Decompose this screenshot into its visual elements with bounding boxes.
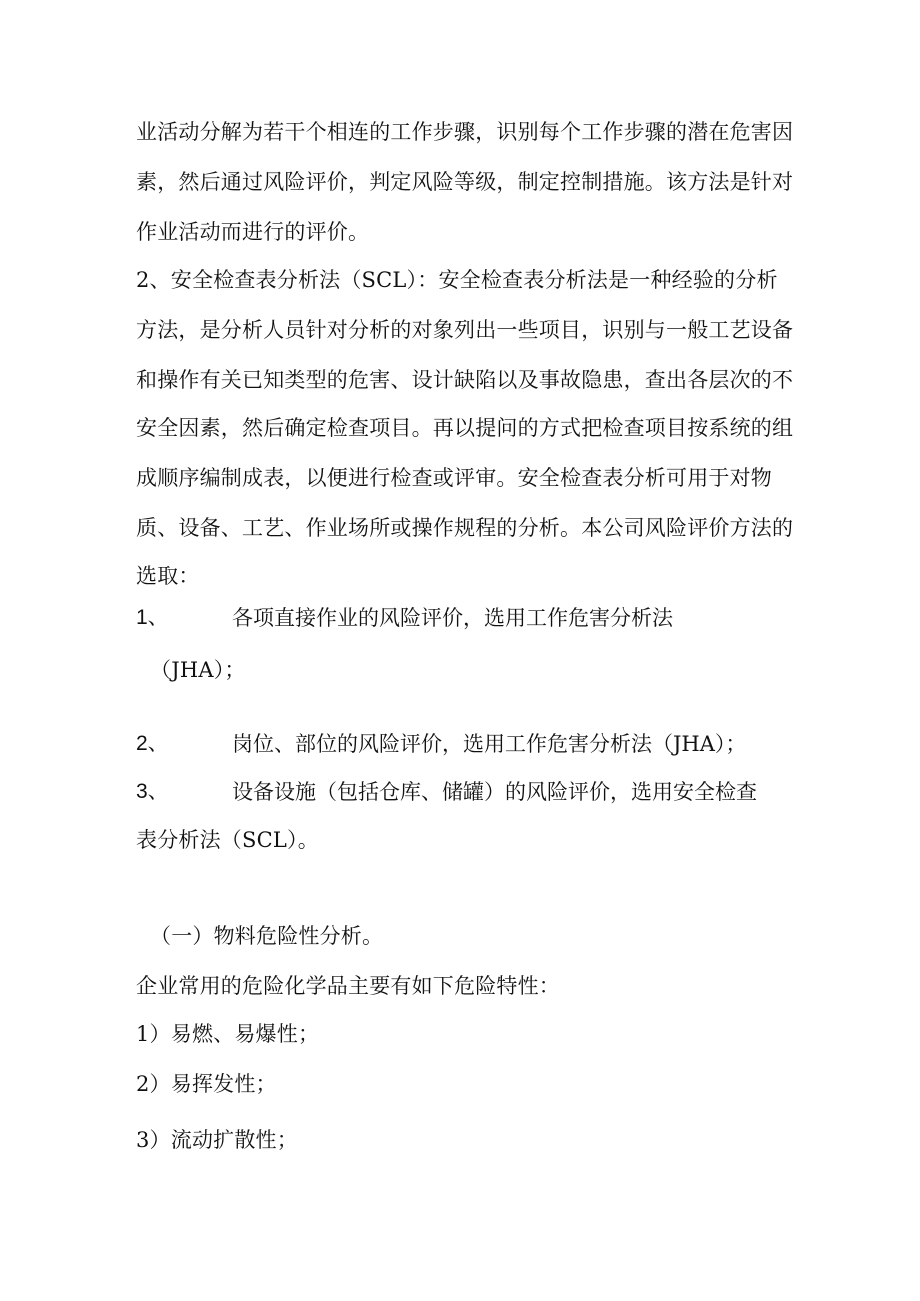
selection-item-2-number: 2、 bbox=[136, 732, 169, 755]
selection-item-1-number: 1、 bbox=[136, 606, 169, 629]
section-intro: 企业常用的危险化学品主要有如下危险特性： bbox=[136, 974, 560, 998]
selection-item-1-text: 各项直接作业的风险评价，选用工作危害分析法 bbox=[232, 606, 673, 630]
selection-item-1-continuation: （JHA）； bbox=[150, 658, 246, 682]
paragraph1-line-3: 作业活动而进行的评价。 bbox=[136, 220, 370, 244]
selection-item-3-text: 设备设施（包括仓库、储罐）的风险评价，选用安全检查 bbox=[232, 780, 757, 804]
paragraph1-line-2: 素，然后通过风险评价，判定风险等级，制定控制措施。该方法是针对 bbox=[136, 170, 794, 194]
selection-item-3-number: 3、 bbox=[136, 780, 169, 803]
selection-item-3-continuation: 表分析法（SCL）。 bbox=[136, 828, 319, 852]
paragraph2-line-7: 选取： bbox=[136, 564, 200, 588]
paragraph2-line-3: 和操作有关已知类型的危害、设计缺陷以及事故隐患，查出各层次的不 bbox=[136, 368, 794, 392]
selection-item-2-text: 岗位、部位的风险评价，选用工作危害分析法（JHA）； bbox=[232, 732, 747, 756]
hazard-item-3: 3）流动扩散性； bbox=[136, 1128, 298, 1152]
paragraph2-line-1: 2、安全检查表分析法（SCL）：安全检查表分析法是一种经验的分析 bbox=[136, 268, 778, 292]
paragraph2-line-2: 方法，是分析人员针对分析的对象列出一些项目，识别与一般工艺设备 bbox=[136, 318, 794, 342]
hazard-item-2: 2）易挥发性； bbox=[136, 1072, 277, 1096]
paragraph2-line-5: 成顺序编制成表，以便进行检查或评审。安全检查表分析可用于对物 bbox=[136, 466, 772, 490]
paragraph2-line-6: 质、设备、工艺、作业场所或操作规程的分析。本公司风险评价方法的 bbox=[136, 516, 794, 540]
paragraph1-line-1: 业活动分解为若干个相连的工作步骤，识别每个工作步骤的潜在危害因 bbox=[136, 120, 794, 144]
section-heading: （一）物料危险性分析。 bbox=[150, 924, 384, 948]
paragraph2-line-4: 安全因素，然后确定检查项目。再以提问的方式把检查项目按系统的组 bbox=[136, 416, 794, 440]
hazard-item-1: 1）易燃、易爆性； bbox=[136, 1022, 320, 1046]
